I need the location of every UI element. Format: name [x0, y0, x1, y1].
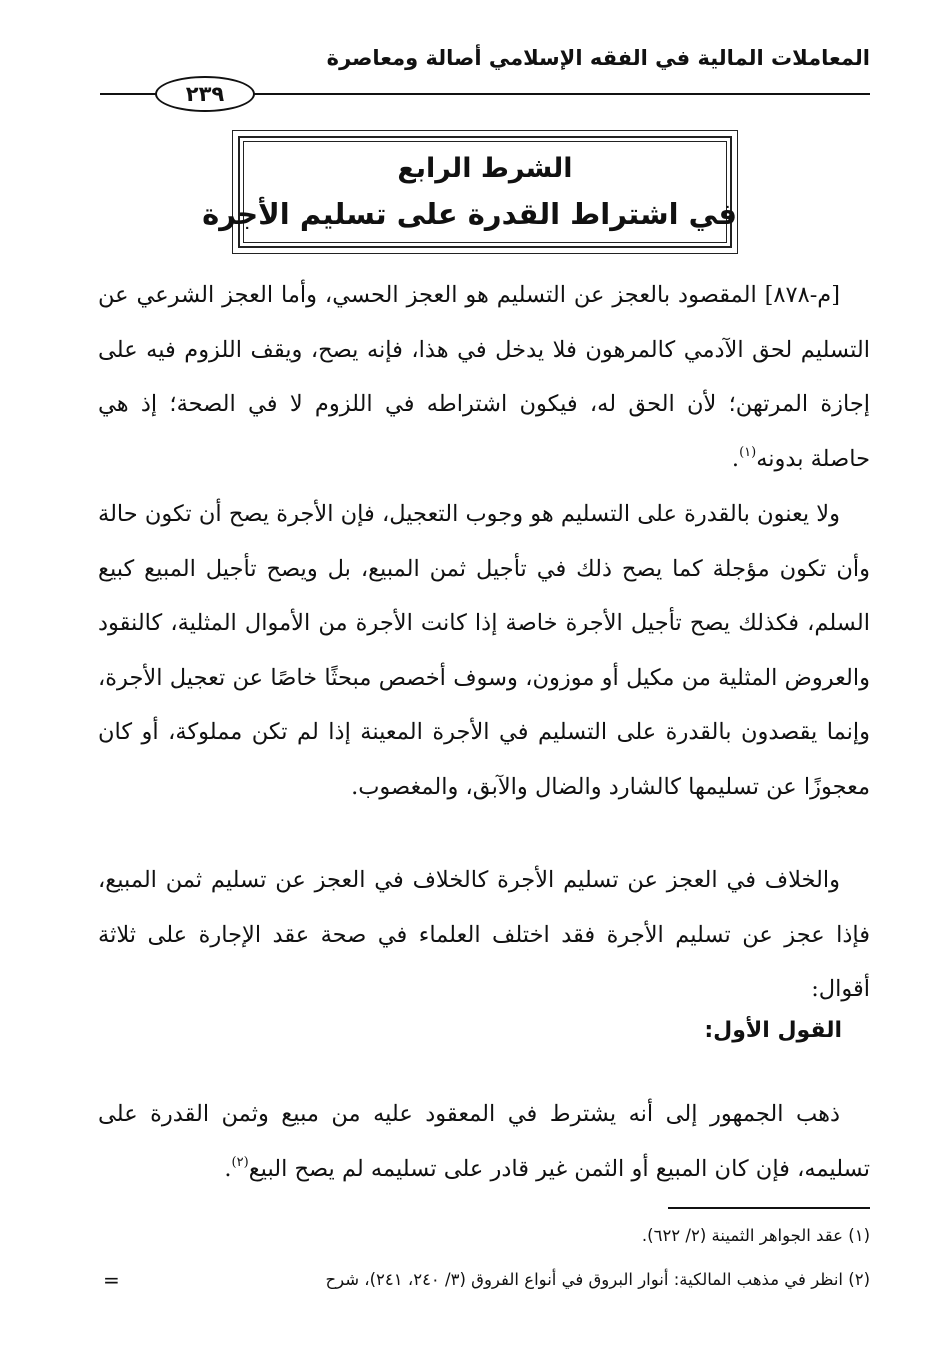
- paragraph-2: [98, 487, 870, 814]
- section-title-frame: [202, 130, 738, 254]
- paragraph-1-text: [م-٨٧٨] المقصود بالعجز عن التسليم هو العجز الحسي، وأما العجز الشرعي عن التسليم لحق الآدمي كالمرهون فلا يدخل في هذا، فإنه يصح، ويقف اللزوم فيه على إجازة المرتهن؛ لأن الحق له، فيكون اشتراطه في اللزوم لا في الصحة؛ إذ هي حاصلة بدونه: [98, 282, 870, 472]
- running-title: المعاملات المالية في الفقه الإسلامي أصالة ومعاصرة: [326, 46, 870, 70]
- paragraph-1-end: .: [731, 445, 740, 472]
- paragraph-2-text: ولا يعنون بالقدرة على التسليم هو وجوب التعجيل، فإن الأجرة يصح أن تكون حالة وأن تكون مؤجلة كما يصح ذلك في تأجيل ثمن المبيع، بل ويصح تأجيل المبيع كبيع السلم، فكذلك يصح تأجيل الأجرة خاصة إذا كانت الأجرة من الأموال المثلية، كالنقود والعروض المثلية من مكيل أو موزون، وسوف أخصص مبحثًا خاصًا عن تعجيل الأجرة، وإنما يقصدون بالقدرة على التسليم في الأجرة المعينة إذا لم تكن مملوكة، أو كان معجوزًا عن تسليمها كالشارد والضال والآبق، والمغصوب.: [98, 501, 870, 800]
- page-number: ٢٣٩: [155, 76, 255, 112]
- section-title-line-1: الشرط الرابع: [397, 153, 573, 184]
- section-title-line-2: في اشتراط القدرة على تسليم الأجرة: [202, 197, 737, 231]
- footnote-ref-2: (٢): [231, 1154, 249, 1170]
- paragraph-3: [98, 853, 870, 1017]
- paragraph-4: [98, 1087, 870, 1196]
- footnote-continuation-mark: =: [103, 1268, 120, 1292]
- footnote-2: (٢) انظر في مذهب المالكية: أنوار البروق في أنواع الفروق (٣/ ٢٤٠، ٢٤١)، شرح: [325, 1270, 870, 1289]
- paragraph-3-text: والخلاف في العجز عن تسليم الأجرة كالخلاف في العجز عن تسليم ثمن المبيع، فإذا عجز عن تسليم الأجرة فقد اختلف العلماء في صحة عقد الإجارة على ثلاثة أقوال:: [98, 867, 870, 1002]
- paragraph-4-end: .: [224, 1155, 232, 1182]
- subheading-first-opinion: القول الأول:: [704, 1018, 842, 1043]
- paragraph-4-text: ذهب الجمهور إلى أنه يشترط في المعقود عليه من مبيع وثمن القدرة على تسليمه، فإن كان المبيع أو الثمن غير قادر على تسليمه لم يصح البيع: [98, 1101, 870, 1182]
- footnote-separator: [668, 1207, 870, 1209]
- paragraph-1: [98, 268, 870, 486]
- footnote-1: (١) عقد الجواهر الثمينة (٢/ ٦٢٢).: [641, 1226, 870, 1245]
- footnote-ref-1: (١): [739, 444, 757, 460]
